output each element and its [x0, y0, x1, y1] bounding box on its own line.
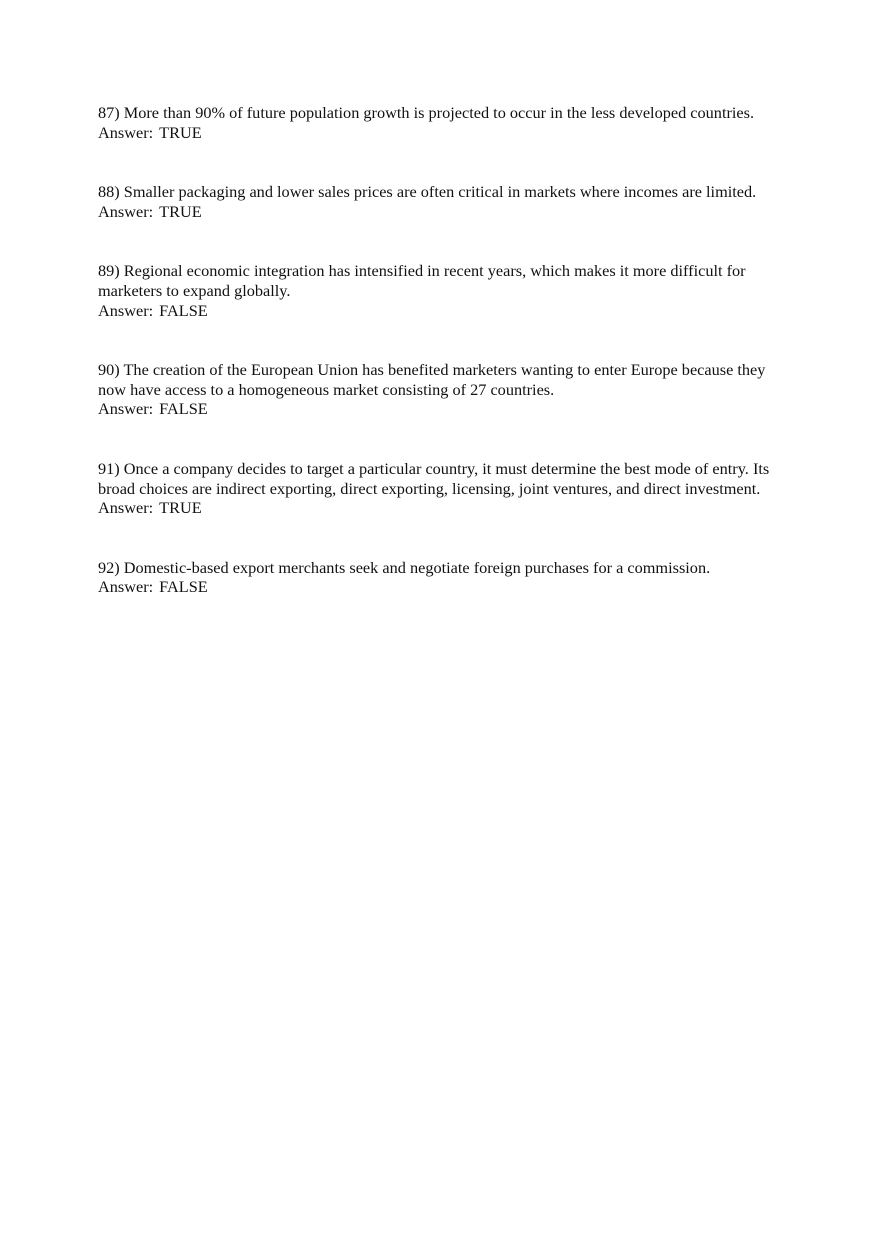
- answer-label: Answer:: [98, 122, 154, 142]
- question-item-87: [98, 103, 770, 142]
- answer-line: [98, 577, 770, 597]
- answer-line: [98, 301, 770, 321]
- question-text: 91) Once a company decides to target a particular country, it must determine the best mode of entry. Its broad choices are indirect exporting, direct exporting, licensing, joint ventures, and direct investment.: [98, 458, 770, 498]
- answer-line: [98, 123, 770, 143]
- answer-label: Answer:: [98, 577, 154, 597]
- answer-line: [98, 202, 770, 222]
- answer-label: Answer:: [98, 498, 154, 518]
- answer-value: FALSE: [159, 577, 208, 597]
- answer-line: [98, 498, 770, 518]
- answer-value: TRUE: [159, 498, 202, 518]
- question-item-89: [98, 261, 770, 320]
- answer-value: TRUE: [159, 201, 202, 221]
- answer-label: Answer:: [98, 399, 154, 419]
- question-list: [98, 103, 770, 637]
- question-item-88: [98, 182, 770, 221]
- question-item-90: [98, 360, 770, 419]
- question-text: 89) Regional economic integration has intensified in recent years, which makes it more difficult for marketers to expand globally.: [98, 261, 746, 300]
- question-item-92: [98, 558, 770, 597]
- question-text: 90) The creation of the European Union has benefited marketers wanting to enter Europe because they now have access to a homogeneous market consisting of 27 countries.: [98, 360, 766, 399]
- question-text: 92) Domestic-based export merchants seek and negotiate foreign purchases for a commission.: [98, 557, 711, 577]
- answer-value: FALSE: [159, 300, 208, 320]
- answer-label: Answer:: [98, 300, 154, 320]
- question-text: 87) More than 90% of future population growth is projected to occur in the less developed countries.: [98, 103, 755, 122]
- question-text: 88) Smaller packaging and lower sales prices are often critical in markets where incomes are limited.: [98, 182, 757, 202]
- answer-label: Answer:: [98, 201, 154, 221]
- question-item-91: [98, 459, 770, 518]
- answer-value: TRUE: [159, 122, 202, 142]
- answer-line: [98, 399, 770, 419]
- answer-value: FALSE: [159, 399, 208, 419]
